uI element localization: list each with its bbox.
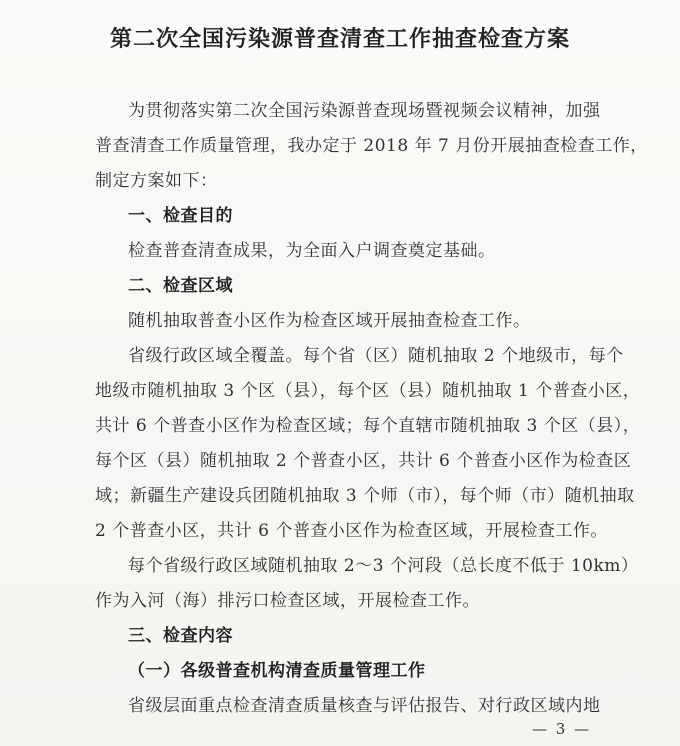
section3-text: 省级层面重点检查清查质量核查与评估报告、对行政区域内地 [128, 696, 601, 716]
section2-para1: 随机抽取普查小区作为检查区域开展抽查检查工作。 [128, 311, 531, 331]
section1-heading: 一、检查目的 [128, 206, 233, 226]
section2-para2-line-6: 2 个普查小区，共计 6 个普查小区作为检查区域，开展检查工作。 [95, 521, 608, 541]
intro-line-1: 为贯彻落实第二次全国污染源普查现场暨视频会议精神，加强 [128, 101, 601, 121]
section3-subheading-1: （一）各级普查机构清查质量管理工作 [128, 661, 426, 681]
section2-para3-line-1: 每个省级行政区域随机抽取 2～3 个河段（总长度不低于 10km） [128, 556, 639, 576]
section1-text: 检查普查清查成果，为全面入户调查奠定基础。 [128, 241, 496, 261]
section2-para2-line-3: 共计 6 个普查小区作为检查区域；每个直辖市随机抽取 3 个区（县）， [95, 416, 641, 436]
document-title: 第二次全国污染源普查清查工作抽查检查方案 [109, 26, 570, 52]
intro-line-3: 制定方案如下： [95, 171, 218, 191]
section2-heading: 二、检查区域 [128, 276, 233, 296]
section2-para2-line-5: 域；新疆生产建设兵团随机抽取 3 个师（市），每个师（市）随机抽取 [95, 486, 635, 506]
section3-heading: 三、检查内容 [128, 626, 233, 646]
section2-para3-line-2: 作为入河（海）排污口检查区域，开展检查工作。 [95, 591, 480, 611]
intro-line-2: 普查清查工作质量管理，我办定于 2018 年 7 月份开展抽查检查工作， [95, 136, 648, 156]
section2-para2-line-2: 地级市随机抽取 3 个区（县），每个区（县）随机抽取 1 个普查小区， [95, 381, 641, 401]
page-number: — 3 — [532, 720, 592, 738]
section2-para2-line-1: 省级行政区域全覆盖。每个省（区）随机抽取 2 个地级市，每个 [128, 346, 624, 366]
section2-para2-line-4: 每个区（县）随机抽取 2 个普查小区，共计 6 个普查小区作为检查区 [95, 451, 632, 471]
